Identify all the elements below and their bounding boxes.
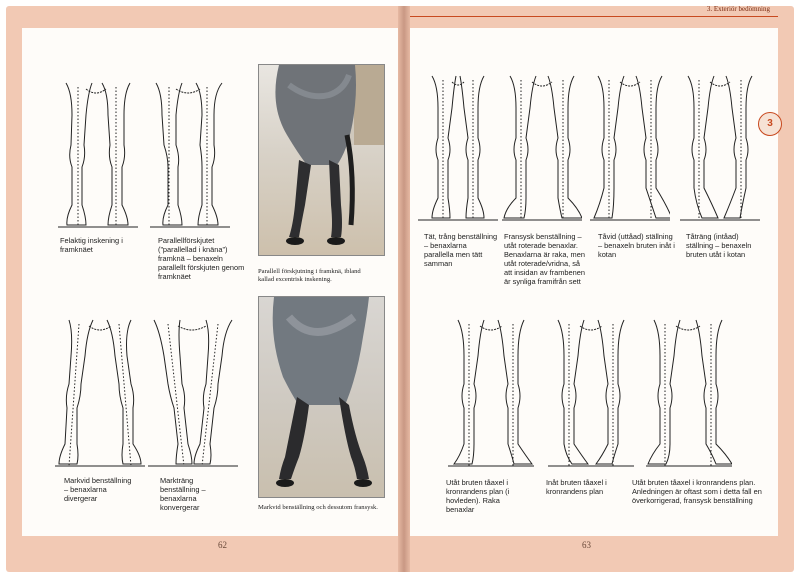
photo-horse-parallel-knee [258, 64, 385, 256]
illustration-hoof-out-overcorrected [646, 312, 732, 474]
illustration-french-stance [502, 68, 582, 228]
illustration-base-wide [55, 312, 145, 474]
caption-markvid: Markvid benställning – benaxlarna divergerar [64, 476, 132, 503]
caption-fransysk: Fransysk benställning – utåt roterade benaxlar. Benaxlarna är raka, men utåt roterade/vridna, så att insidan av frambenen är synliga framifrån sett [504, 232, 585, 286]
illustration-hoof-out [448, 312, 534, 474]
photo-caption-2: Markvid benställning och dessutom fransysk. [258, 504, 378, 511]
running-header: 3. Exteriör bedömning [706, 5, 770, 13]
illustration-toe-out [590, 68, 670, 228]
caption-felaktig-inskening: Felaktig inskening i framknäet [60, 236, 123, 254]
illustration-hoof-in [548, 312, 634, 474]
page-number-left: 62 [218, 540, 227, 550]
caption-tat-trang: Tät, trång benställning – benaxlarna parallella men tätt samman [424, 232, 498, 268]
caption-inat-bruten: Inåt bruten tåaxel i kronrandens plan [546, 478, 607, 496]
caption-tatrang: Tåträng (intåad) ställning – benaxeln bruten utåt i kotan [686, 232, 752, 259]
illustration-toe-in [680, 68, 760, 228]
page-number-right: 63 [582, 540, 591, 550]
caption-utat-bruten-raka: Utåt bruten tåaxel i kronrandens plan (i hovleden). Raka benaxlar [446, 478, 510, 514]
illustration-faulty-knee [58, 75, 138, 235]
header-rule [410, 16, 778, 17]
caption-marktrang: Markträng benställning – benaxlarna konvergerar [160, 476, 206, 512]
chapter-badge: 3 [758, 112, 782, 136]
book-gutter [398, 6, 410, 572]
caption-parallellforskjutet: Parallellförskjutet (”parallellad i knäna”) framknä – benaxeln parallellt förskjuten genom framknäet [158, 236, 245, 281]
caption-utat-bruten-overkorrigerad: Utåt bruten tåaxel i kronrandens plan. Anledningen är oftast som i detta fall en överkorrigerad, fransysk benställning [632, 478, 762, 505]
photo-caption-1: Parallell förskjutning i framknä, ibland kallad excentrisk inskening. [258, 268, 361, 283]
illustration-parallel-knee [150, 75, 230, 235]
illustration-base-narrow [148, 312, 238, 474]
illustration-tight-stance [418, 68, 498, 228]
caption-taavid: Tåvid (uttåad) ställning – benaxeln bruten inåt i kotan [598, 232, 675, 259]
photo-horse-base-wide [258, 296, 385, 498]
